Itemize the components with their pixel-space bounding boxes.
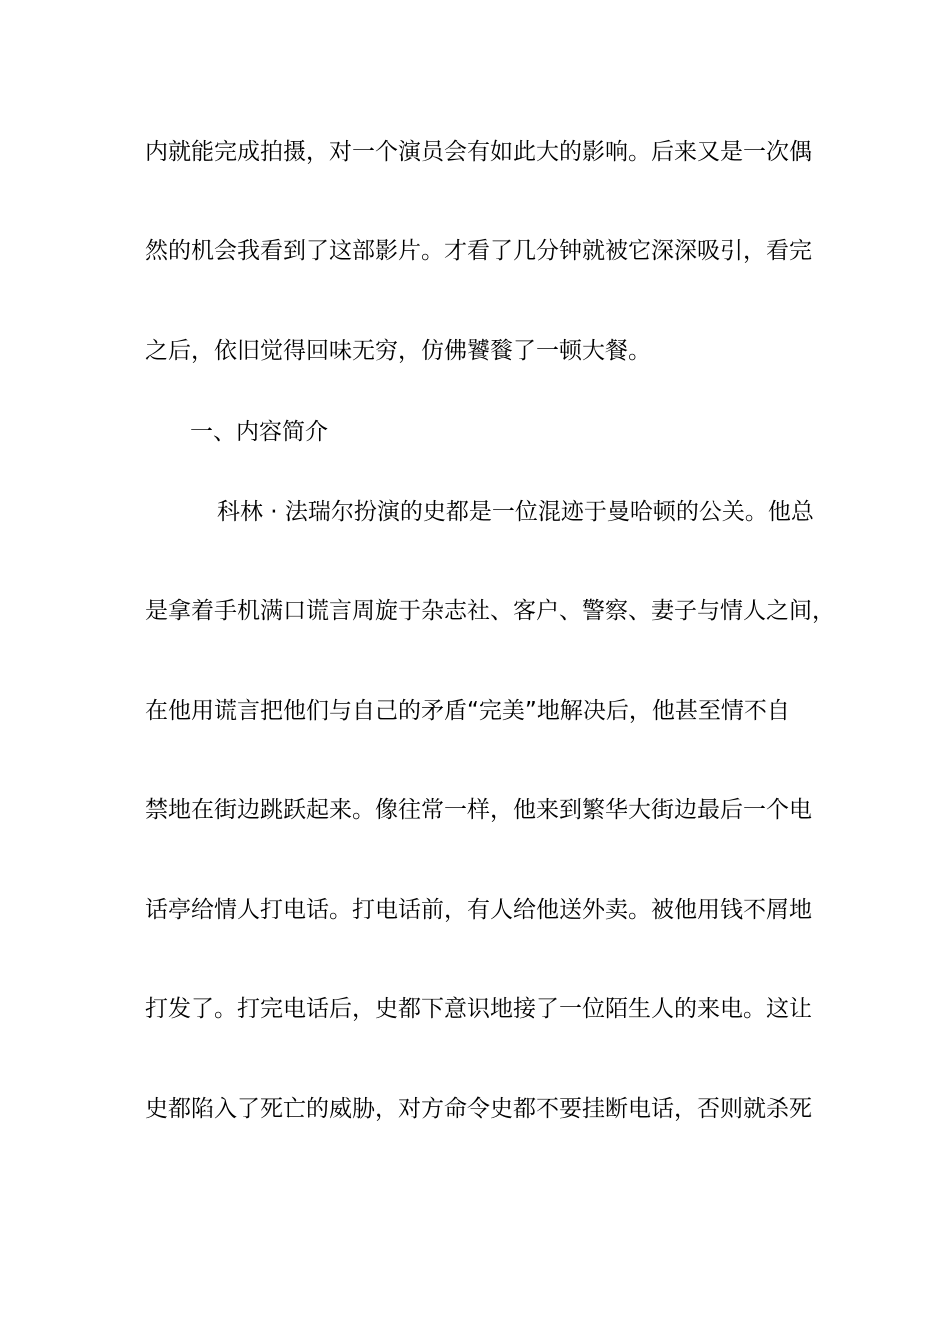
paragraph-line-5: 科林 · 法瑞尔扮演的史都是一位混迹于曼哈顿的公关。他总 xyxy=(217,499,814,525)
paragraph-line-11: 史都陷入了死亡的威胁，对方命令史都不要挂断电话，否则就杀死 xyxy=(145,1096,812,1122)
section-heading: 一、内容简介 xyxy=(190,419,328,445)
paragraph-line-1: 内就能完成拍摄，对一个演员会有如此大的影响。后来又是一次偶 xyxy=(145,139,812,165)
paragraph-line-6: 是拿着手机满口谎言周旋于杂志社、客户、警察、妻子与情人之间， xyxy=(145,598,835,624)
paragraph-line-10: 打发了。打完电话后，史都下意识地接了一位陌生人的来电。这让 xyxy=(145,996,812,1022)
paragraph-line-8: 禁地在街边跳跃起来。像往常一样，他来到繁华大街边最后一个电 xyxy=(145,797,812,823)
paragraph-line-9: 话亭给情人打电话。打电话前，有人给他送外卖。被他用钱不屑地 xyxy=(145,897,812,923)
paragraph-line-7: 在他用谎言把他们与自己的矛盾“完美”地解决后，他甚至情不自 xyxy=(145,698,790,724)
paragraph-line-2: 然的机会我看到了这部影片。才看了几分钟就被它深深吸引，看完 xyxy=(145,238,812,264)
paragraph-line-3: 之后，依旧觉得回味无穷，仿佛饕餮了一顿大餐。 xyxy=(145,338,651,364)
